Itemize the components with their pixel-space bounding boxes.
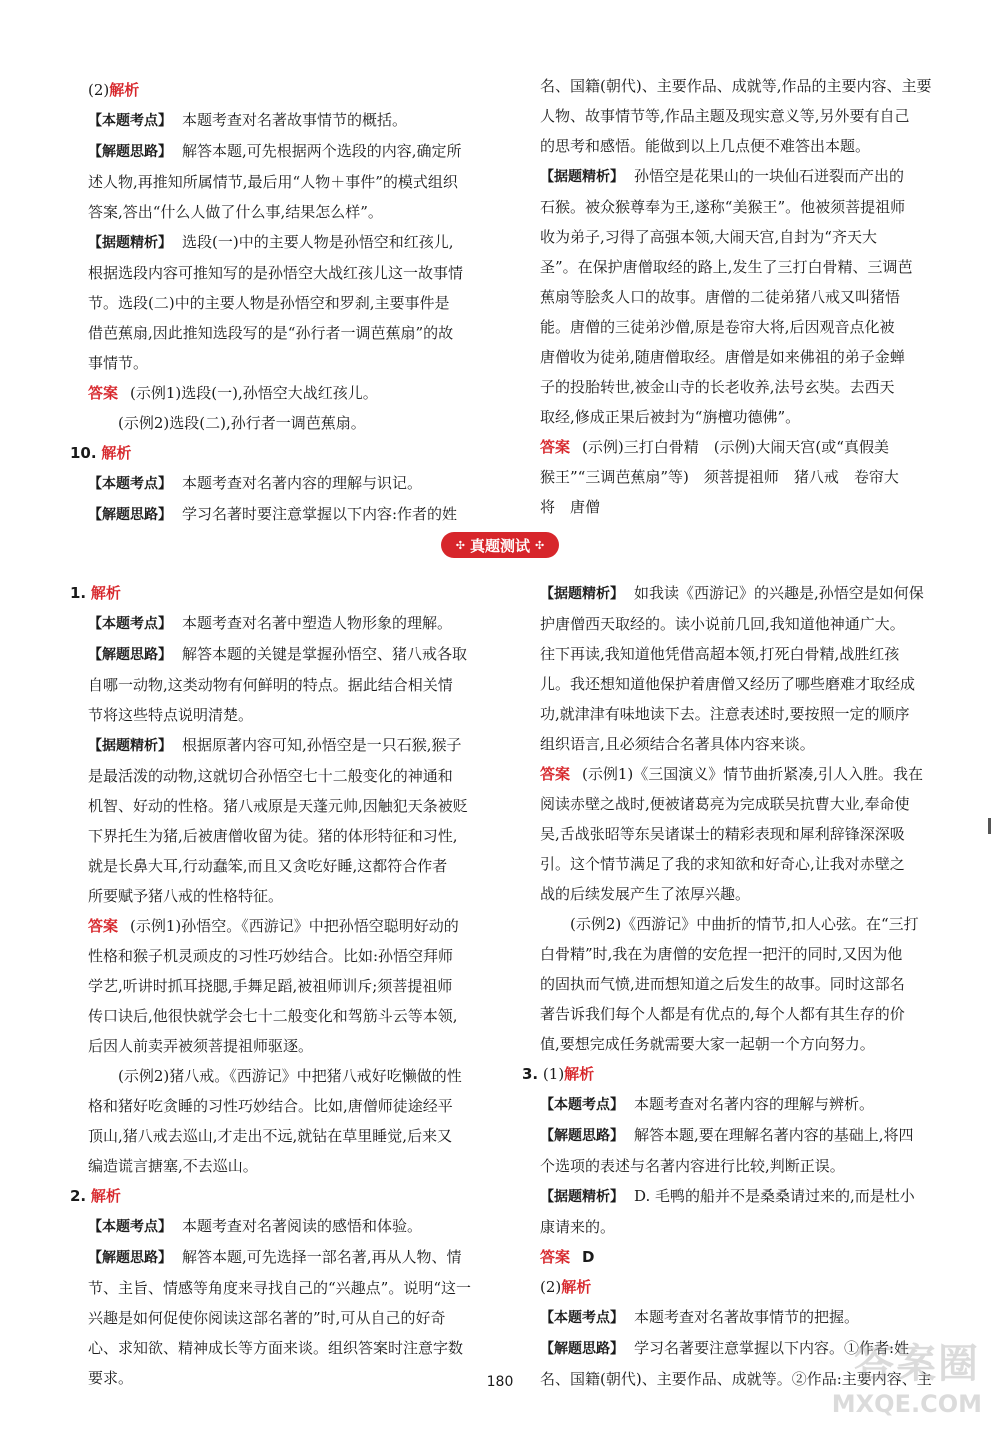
text-line: 蕉扇等脍炙人口的故事。唐僧的二徒弟猪八戒又叫猪悟 — [540, 288, 901, 306]
text-line: 后因人前卖弄被须菩提祖师驱逐。 — [88, 1037, 314, 1055]
text-line: 子的投胎转世,被金山寺的长老收养,法号玄奘。去西天 — [540, 378, 895, 396]
page-number: 180 — [486, 1374, 514, 1390]
text-line: 答案,答出“什么人做了什么事,结果怎么样”。 — [88, 203, 383, 221]
watermark-logo — [800, 1330, 990, 1430]
text-line: 猴王”“三调芭蕉扇”等) 须菩提祖师 猪八戒 卷帘大 — [540, 468, 899, 486]
answer-line: 答案 (示例1)选段(一),孙悟空大战红孩儿。 — [88, 384, 378, 402]
silu-line: 【解题思路】 解答本题,可先根据两个选段的内容,确定所 — [88, 142, 462, 160]
text-line: 能。唐僧的三徒弟沙僧,原是卷帘大将,后因观音点化被 — [540, 318, 895, 336]
text-line: 护唐僧西天取经的。读小说前几回,我知道他神通广大。 — [540, 615, 905, 633]
text-line: 白骨精”时,我在为唐僧的安危捏一把汗的同时,又因为他 — [540, 945, 903, 963]
bottom-left-column — [70, 578, 495, 1393]
text-line: (示例2)选段(二),孙行者一调芭蕉扇。 — [118, 414, 366, 432]
text-line: (示例2)《西游记》中曲折的情节,扣人心弦。在“三打 — [570, 915, 919, 933]
answer-line: 答案 (示例)三打白骨精 (示例)大闹天宫(或“真假美 — [540, 438, 889, 456]
jingxi-line: 【据题精析】 孙悟空是花果山的一块仙石迸裂而产出的 — [540, 167, 905, 185]
text-line: 顶山,猪八戒去巡山,才走出不远,就钻在草里睡觉,后来又 — [88, 1127, 453, 1145]
text-line: 名、国籍(朝代)、主要作品、成就等。②作品:主要内容、主 — [540, 1370, 932, 1388]
jingxi-line: 【据题精析】 选段(一)中的主要人物是孙悟空和红孩儿, — [88, 233, 454, 251]
watermark-url: MXQE.COM — [831, 1390, 982, 1418]
question-heading: 10. 解析 — [70, 444, 132, 462]
text-line: 吴,舌战张昭等东吴诸谋士的精彩表现和犀利辞锋深深吸 — [540, 825, 905, 843]
jingxi-tag: 【据题精析】 — [88, 235, 172, 251]
text-line: 的思考和感悟。能做到以上几点便不难答出本题。 — [540, 137, 871, 155]
text-line: 石猴。被众猴尊奉为王,遂称“美猴王”。他被须菩提祖师 — [540, 198, 906, 216]
text-line: 下界托生为猪,后被唐僧收留为徒。猪的体形特征和习性, — [88, 827, 458, 845]
silu-line: 【解题思路】 学习名著要注意掌握以下内容。①作者:姓 — [540, 1339, 910, 1357]
kaodian-line: 【本题考点】 本题考查对名著阅读的感悟和体验。 — [88, 1217, 423, 1235]
jingxi-line: 【据题精析】 D. 毛鸭的船并不是桑桑请过来的,而是杜小 — [540, 1187, 915, 1205]
text-line: 就是长鼻大耳,行动蠢笨,而且又贪吃好睡,这都符合作者 — [88, 857, 448, 875]
jingxi-line: 【据题精析】 如我读《西游记》的兴趣是,孙悟空是如何保 — [540, 584, 924, 602]
ornament-icon: ✣ — [535, 538, 545, 552]
text-line: 节将这些特点说明清楚。 — [88, 706, 254, 724]
text-line: 组织语言,且必须结合名著具体内容来谈。 — [540, 735, 815, 753]
text-line: 传口诀后,他很快就学会七十二般变化和驾筋斗云等本领, — [88, 1007, 458, 1025]
silu-tag: 【解题思路】 — [88, 144, 172, 160]
sub-question-heading: (2)解析 — [88, 81, 140, 99]
kaodian-tag: 【本题考点】 — [88, 113, 172, 129]
text-line: 取经,修成正果后被封为“旃檀功德佛”。 — [540, 408, 801, 426]
top-left-column — [70, 75, 513, 530]
text-line: 儿。我还想知道他保护着唐僧又经历了哪些磨难才取经成 — [540, 675, 916, 693]
text-line: 圣”。在保护唐僧取经的路上,发生了三打白骨精、三调芭 — [540, 258, 913, 276]
kaodian-line: 【本题考点】 本题考查对名著内容的理解与辨析。 — [540, 1095, 875, 1113]
text-line: 康请来的。 — [540, 1218, 616, 1236]
kaodian-line: 【本题考点】 本题考查对名著故事情节的概括。 — [88, 111, 408, 129]
text-line: 事情节。 — [88, 354, 149, 372]
text-line: 个选项的表述与名著内容进行比较,判断正误。 — [540, 1157, 845, 1175]
text-line: 根据选段内容可推知写的是孙悟空大战红孩儿这一故事情 — [88, 264, 464, 282]
answer-line: 答案 (示例1)《三国演义》情节曲折紧凑,引人入胜。我在 — [540, 765, 924, 783]
answer-tag: 答案 — [88, 384, 119, 402]
text-line: 收为弟子,习得了高强本领,大闹天宫,自封为“齐天大 — [540, 228, 877, 246]
text-line: 格和猪好吃贪睡的习性巧妙结合。比如,唐僧师徒途经平 — [88, 1097, 453, 1115]
ornament-icon: ✣ — [455, 538, 465, 552]
text-line: 引。这个情节满足了我的求知欲和好奇心,让我对赤壁之 — [540, 855, 905, 873]
text-line: 兴趣是如何促使你阅读这部名著的”时,可从自己的好奇 — [88, 1309, 446, 1327]
q2-continued — [522, 578, 947, 1059]
q1-body — [70, 608, 495, 1181]
text-line: 唐僧收为徒弟,随唐僧取经。唐僧是如来佛祖的弟子金蝉 — [540, 348, 905, 366]
text-line: 机智、好动的性格。猪八戒原是天蓬元帅,因触犯天条被贬 — [88, 797, 468, 815]
kaodian-line: 【本题考点】 本题考查对名著中塑造人物形象的理解。 — [88, 614, 453, 632]
text-line: 著告诉我们每个人都是有优点的,每个人都有其生存的价 — [540, 1005, 905, 1023]
text-line: 性格和猴子机灵顽皮的习性巧妙结合。比如:孙悟空拜师 — [88, 947, 454, 965]
text-line: 的固执而气愤,进而想知道之后发生的故事。同时这部名 — [540, 975, 905, 993]
kaodian-line: 【本题考点】 本题考查对名著故事情节的把握。 — [540, 1308, 860, 1326]
text-line: 将 唐僧 — [540, 498, 601, 516]
text-line: 节。选段(二)中的主要人物是孙悟空和罗刹,主要事件是 — [88, 294, 450, 312]
text-line: 节、主旨、情感等角度来寻找自己的“兴趣点”。说明“这一 — [88, 1279, 472, 1297]
text-line: 名、国籍(朝代)、主要作品、成就等,作品的主要内容、主要 — [540, 77, 932, 95]
text-line: 心、求知欲、精神成长等方面来谈。组织答案时注意字数 — [88, 1339, 464, 1357]
text-line: 要求。 — [88, 1369, 134, 1387]
section-title: 真题测试 — [469, 536, 530, 555]
watermark-text: 答案圈 — [854, 1341, 980, 1387]
sub-question-heading: (2)解析 — [540, 1278, 592, 1296]
text-line: 是最活泼的动物,这就切合孙悟空七十二般变化的神通和 — [88, 767, 453, 785]
text-line: 编造谎言搪塞,不去巡山。 — [88, 1157, 258, 1175]
kaodian-line: 【本题考点】 本题考查对名著内容的理解与识记。 — [88, 474, 423, 492]
silu-line: 【解题思路】 学习名著时要注意掌握以下内容:作者的姓 — [88, 505, 458, 523]
bottom-right-column — [522, 578, 947, 1394]
top-right-column — [540, 71, 965, 522]
text-line: 往下再读,我知道他凭借高超本领,打死白骨精,战胜红孩 — [540, 645, 900, 663]
question-heading: 3. (1)解析 — [522, 1065, 595, 1083]
text-line: 人物、故事情节等,作品主题及现实意义等,另外要有自己 — [540, 107, 910, 125]
text-line: 述人物,再推知所属情节,最后用“人物＋事件”的模式组织 — [88, 173, 458, 191]
text-line: 值,要想完成任务就需要大家一起朝一个方向努力。 — [540, 1035, 875, 1053]
text-line: 阅读赤壁之战时,便被诸葛亮为完成联吴抗曹大业,奉命使 — [540, 795, 910, 813]
answer-line: 答案 D — [540, 1248, 595, 1266]
answer-line: 答案 (示例1)孙悟空。《西游记》中把孙悟空聪明好动的 — [88, 917, 459, 935]
text-line: 战的后续发展产生了浓厚兴趣。 — [540, 885, 751, 903]
silu-line: 【解题思路】 解答本题,要在理解名著内容的基础上,将四 — [540, 1126, 914, 1144]
jingxi-line: 【据题精析】 根据原著内容可知,孙悟空是一只石猴,猴子 — [88, 736, 462, 754]
text-line: 学艺,听讲时抓耳挠腮,手舞足蹈,被祖师训斥;须菩提祖师 — [88, 977, 453, 995]
text-line: 功,就津津有味地读下去。注意表述时,要按照一定的顺序 — [540, 705, 910, 723]
q2-body — [70, 1211, 495, 1393]
text-line: 自哪一动物,这类动物有何鲜明的特点。据此结合相关情 — [88, 676, 453, 694]
silu-line: 【解题思路】 解答本题的关键是掌握孙悟空、猪八戒各取 — [88, 645, 468, 663]
silu-line: 【解题思路】 解答本题,可先选择一部名著,再从人物、情 — [88, 1248, 462, 1266]
text-line: (示例2)猪八戒。《西游记》中把猪八戒好吃懒做的性 — [118, 1067, 462, 1085]
margin-mark — [988, 818, 991, 834]
text-line: 所要赋予猪八戒的性格特征。 — [88, 887, 284, 905]
question-heading: 2. 解析 — [70, 1187, 121, 1205]
question-heading: 1. 解析 — [70, 584, 121, 602]
text-line: 借芭蕉扇,因此推知选段写的是“孙行者一调芭蕉扇”的故 — [88, 324, 454, 342]
section-banner — [441, 532, 559, 558]
